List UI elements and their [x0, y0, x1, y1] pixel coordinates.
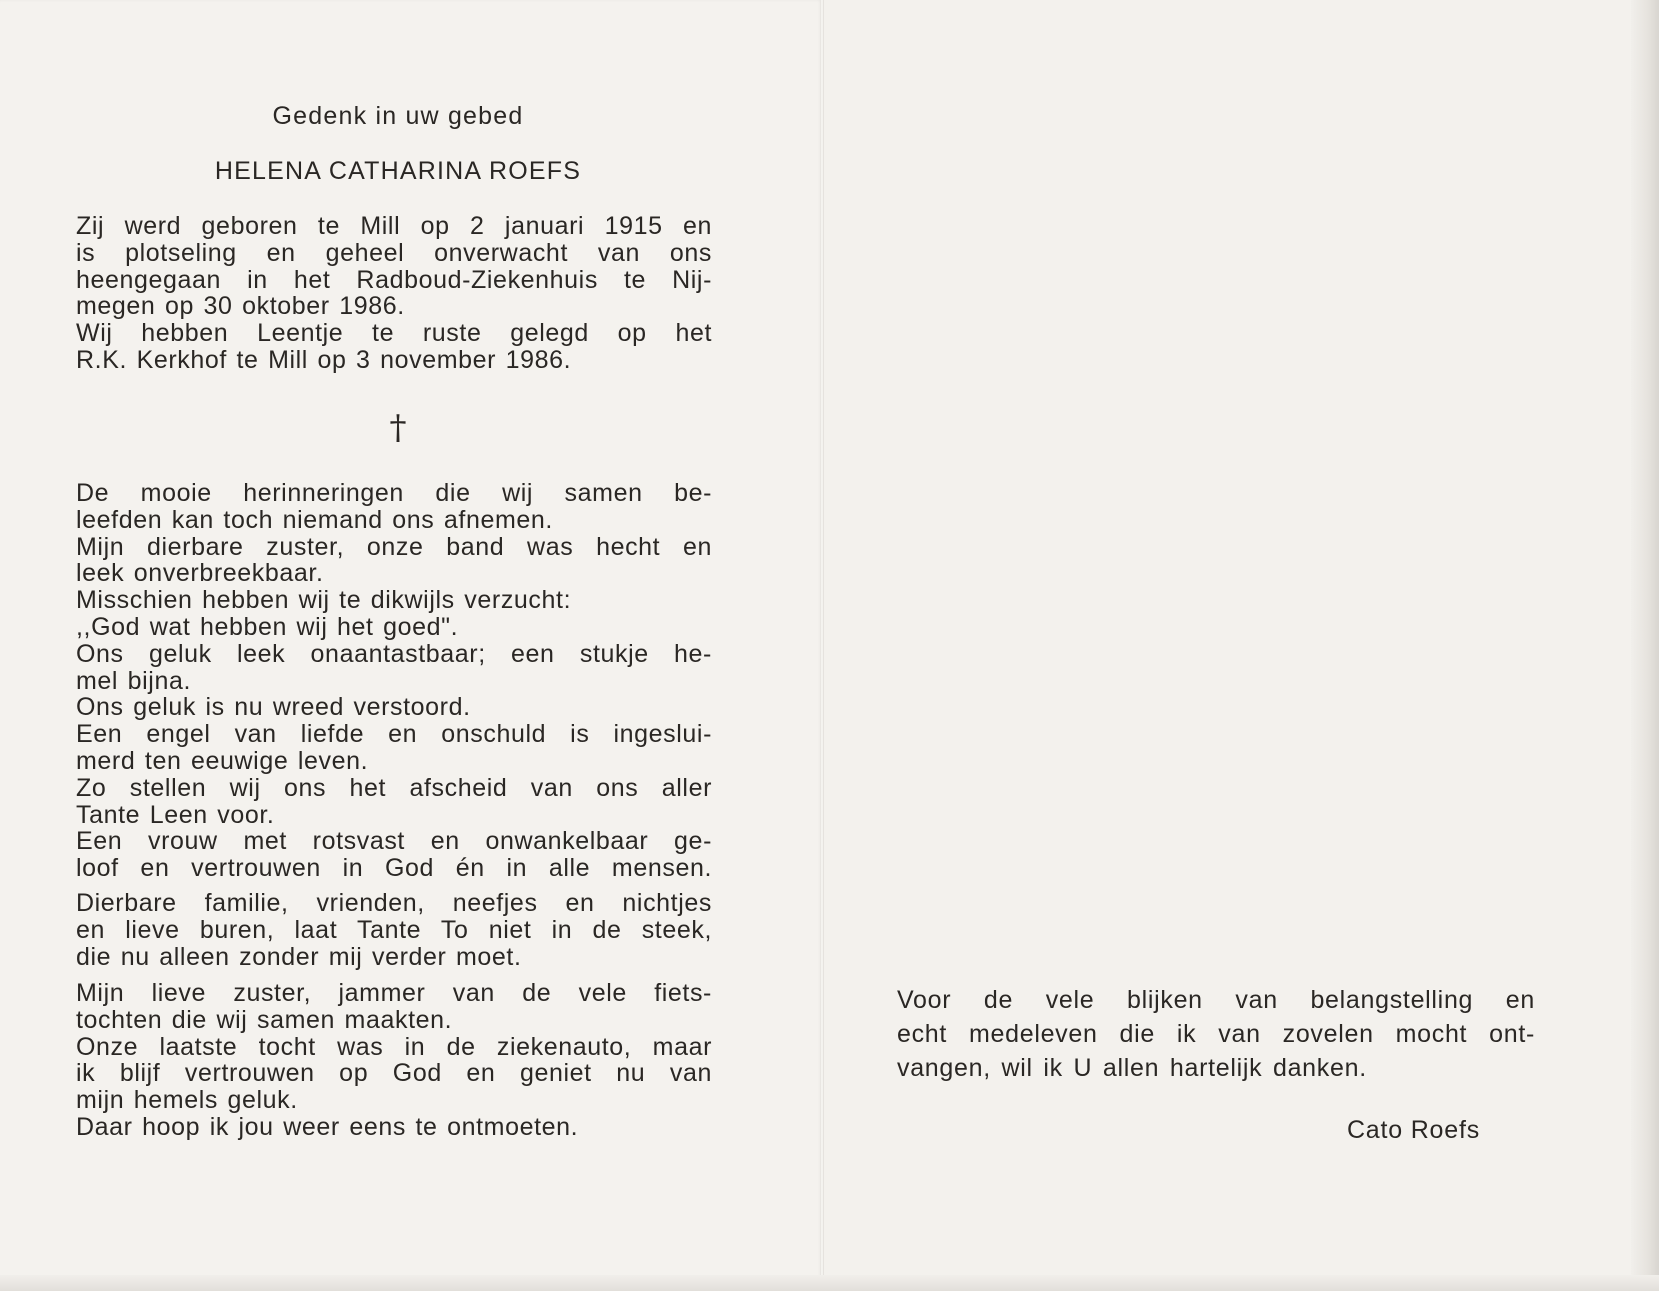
left-page	[0, 0, 822, 1291]
poem-line: Misschien hebben wij te dikwijls verzucht:	[76, 586, 572, 615]
poem-line: Tante Leen voor.	[76, 800, 275, 829]
poem-line: mel bijna.	[76, 666, 191, 695]
poem-line: mijn hemels geluk.	[76, 1086, 298, 1115]
poem-line: Mijn lieve zuster, jammer van de vele fiets-	[76, 979, 712, 1007]
poem-line: Onze laatste tocht was in de ziekenauto, maar	[76, 1032, 712, 1061]
thanks-line: vangen, wil ik U allen hartelijk danken.	[897, 1054, 1367, 1082]
poem-line: die nu alleen zonder mij verder moet.	[76, 942, 522, 971]
poem-line: Mijn dierbare zuster, onze band was hecht en	[76, 532, 712, 561]
bio-line: megen op 30 oktober 1986.	[76, 292, 405, 321]
poem-paragraph-2	[76, 890, 712, 970]
thanks-line: Voor de vele blijken van belangstelling en	[897, 986, 1535, 1014]
thanks-paragraph	[897, 983, 1535, 1085]
bio-line: Wij hebben Leentje te ruste gelegd op het	[76, 319, 712, 348]
poem-line: Dierbare familie, vrienden, neefjes en nichtjes	[76, 889, 712, 917]
deceased-name: HELENA CATHARINA ROEFS	[214, 157, 582, 185]
poem-line: loof en vertrouwen in God én in alle mensen.	[76, 854, 712, 883]
bio-line: heengegaan in het Radboud-Ziekenhuis te Nij-	[76, 265, 712, 294]
signature: Cato Roefs	[1346, 1116, 1480, 1144]
cross-icon: †	[389, 408, 407, 448]
thanks-line: echt medeleven die ik van zovelen mocht ont-	[897, 1020, 1535, 1048]
right-page	[824, 0, 1659, 1291]
bio-paragraph	[76, 213, 712, 374]
poem-line: Een engel van liefde en onschuld is ingeslui-	[76, 720, 712, 749]
poem-line: tochten die wij samen maakten.	[76, 1005, 453, 1034]
poem-line: ik blijf vertrouwen op God en geniet nu van	[76, 1059, 712, 1088]
poem-line: Daar hoop ik jou weer eens te ontmoeten.	[76, 1112, 579, 1141]
bio-line: Zij werd geboren te Mill op 2 januari 1915 en	[76, 212, 712, 240]
poem-line: Ons geluk is nu wreed verstoord.	[76, 693, 471, 722]
card-right-edge	[1631, 0, 1659, 1291]
poem-line: merd ten eeuwige leven.	[76, 746, 369, 775]
poem-line: leefden kan toch niemand ons afnemen.	[76, 505, 553, 534]
card-heading: Gedenk in uw gebed	[272, 102, 524, 130]
poem-paragraph-3	[76, 980, 712, 1141]
bio-line: R.K. Kerkhof te Mill op 3 november 1986.	[76, 345, 572, 374]
card-bottom-edge	[0, 1275, 1659, 1291]
poem-paragraph-1	[76, 480, 712, 882]
poem-line: Zo stellen wij ons het afscheid van ons aller	[76, 773, 712, 802]
poem-line: ,,God wat hebben wij het goed".	[76, 612, 459, 641]
poem-line: De mooie herinneringen die wij samen be-	[76, 479, 712, 507]
poem-line: Ons geluk leek onaantastbaar; een stukje he-	[76, 639, 712, 668]
poem-line: leek onverbreekbaar.	[76, 559, 324, 588]
bio-line: is plotseling en geheel onverwacht van ons	[76, 238, 712, 267]
poem-line: en lieve buren, laat Tante To niet in de steek,	[76, 915, 712, 944]
poem-line: Een vrouw met rotsvast en onwankelbaar ge-	[76, 827, 712, 856]
